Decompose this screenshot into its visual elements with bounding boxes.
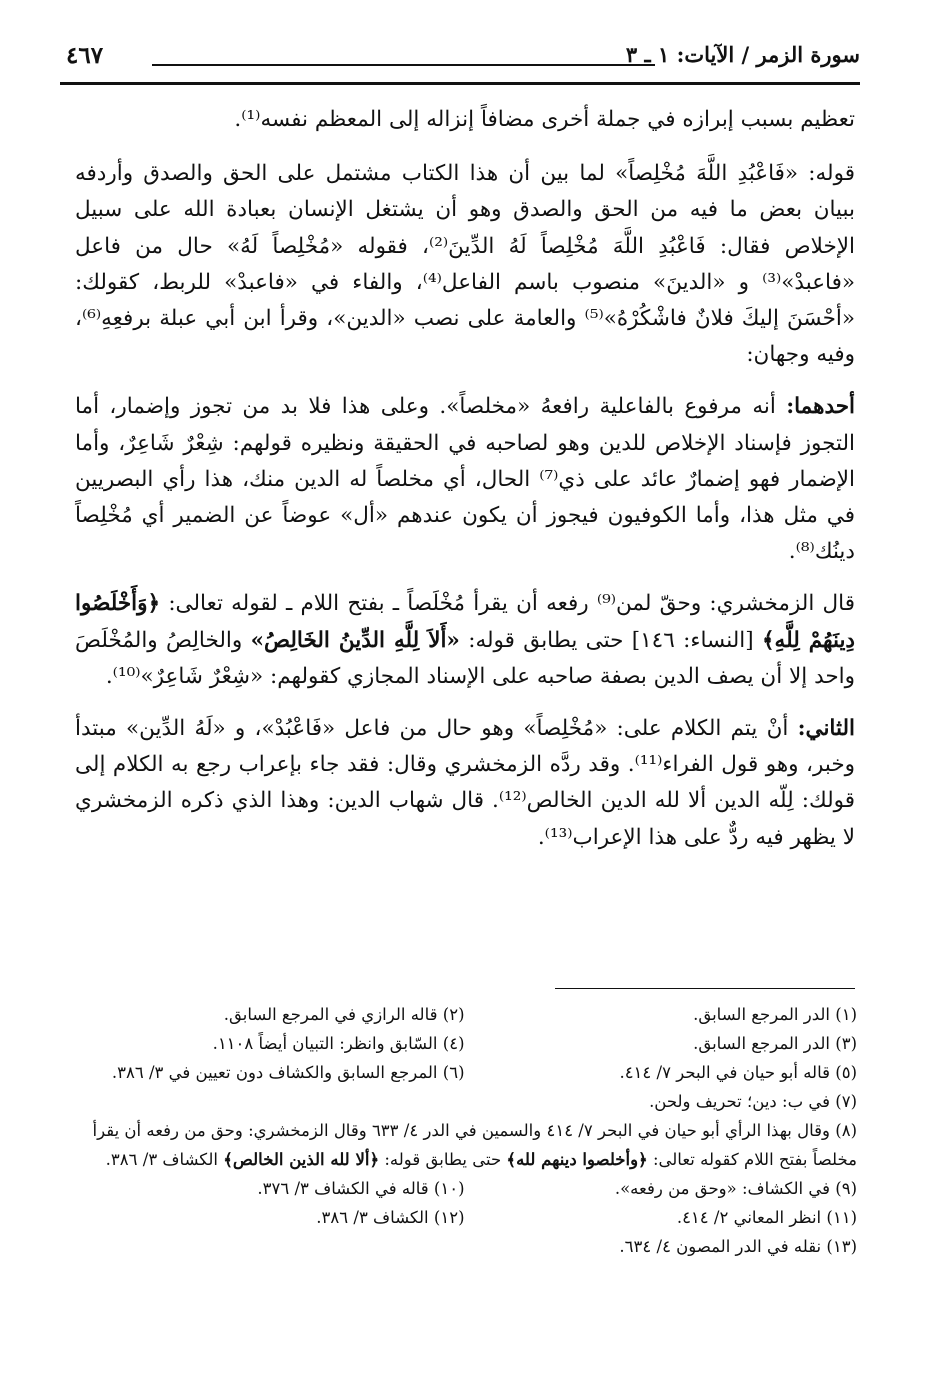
footnote-row <box>72 1174 857 1203</box>
paragraph-5-lead: الثاني: <box>797 716 855 742</box>
footnote-8-part-c: الكشاف ٣/ ٣٨٦. <box>105 1150 219 1169</box>
page-number: ٤٦٧ <box>66 42 104 69</box>
paragraph-5-text: أنْ يتم الكلام على: «مُخْلِصاً» وهو حال من فاعل «فَاعْبُدْ»، و «لَهُ الدِّين» مبتدأ وخبر، وهو قول الفراء⁽¹¹⁾. وقد ردَّه الزمخشري وقال: فقد جاء بإعراب رجع به الكلام إلى قولك: لِلّه الدين ألا لله الدين الخالص⁽¹²⁾. قال شهاب الدين: وهذا الذي ذكره الزمخشري لا يظهر فيه ردٌّ على هذا الإعراب⁽¹³⁾. <box>75 716 855 850</box>
footnote-row <box>72 1058 857 1087</box>
footnote-11: (١١) انظر المعاني ٢/ ٤١٤. <box>676 1208 857 1227</box>
footnote-5: (٥) قاله أبو حيان في البحر ٧/ ٤١٤. <box>619 1063 857 1082</box>
footnote-13: (١٣) نقله في الدر المصون ٤/ ٦٣٤. <box>619 1237 857 1256</box>
footnote-7: (٧) في ب: دين؛ تحريف ولحن. <box>649 1092 857 1111</box>
footnote-row <box>72 1203 857 1232</box>
footnote-8-verse-2: ﴿ألا لله الذين الخالص﴾ <box>223 1150 380 1169</box>
footnote-row <box>72 1029 857 1058</box>
paragraph-2: قوله: «فَاعْبُدِ اللَّهَ مُخْلِصاً» لما بين أن هذا الكتاب مشتمل على الحق والصدق وأردفه ببيان بعض ما فيه من الحق والصدق وهو أن يشتغل الإنسان بعبادة الله على سبيل الإخلاص فقال: فَاعْبُدِ اللَّهَ مُخْلِصاً لَهُ الدِّينَ⁽²⁾، فقوله «مُخْلِصاً لَهُ» حال من فاعل «فاعبدْ»⁽³⁾ و «الدينَ» منصوب باسم الفاعل⁽⁴⁾، والفاء في «فاعبدْ» للربط، كقولك: «أحْسَنَ إليكَ فلانٌ فاشْكُرْهُ»⁽⁵⁾ والعامة على نصب «الدين»، وقرأ ابن أبي عبلة برفعِهِ⁽⁶⁾، وفيه وجهان: <box>75 161 856 368</box>
footnote-8-part-b: حتى يطابق قوله: <box>384 1150 502 1169</box>
footnote-separator <box>555 988 855 989</box>
running-header <box>60 38 860 78</box>
footnote-row <box>72 1232 857 1261</box>
quran-verse-2: «أَلاَ لِلَّهِ الدِّينُ الخَالِصُ» <box>250 627 460 653</box>
paragraph-4-part-c: والخالِصُ والمُخْلَصَ واحد إلا أن يصف الدين بصفة صاحبه على الإسناد المجازي كقولهم: «شِعْرٌ شَاعِرٌ»⁽¹⁰⁾. <box>75 627 855 689</box>
footnote-row <box>72 1000 857 1029</box>
footnote-8 <box>72 1116 857 1174</box>
footnote-3: (٣) الدر المرجع السابق. <box>693 1034 857 1053</box>
footnote-6: (٦) المرجع السابق والكشاف دون تعيين في ٣/ ٣٨٦. <box>111 1063 465 1082</box>
footnote-12: (١٢) الكشاف ٣/ ٣٨٦. <box>316 1208 465 1227</box>
footnote-1: (١) الدر المرجع السابق. <box>693 1005 857 1024</box>
paragraph-4-part-b: [النساء: ١٤٦] حتى يطابق قوله: <box>468 627 754 653</box>
footnote-row <box>72 1087 857 1116</box>
quran-verse-1: ﴿وَأَخْلَصُوا دِينَهُمْ لِلَّهِ﴾ <box>75 591 855 653</box>
footnote-10: (١٠) قاله في الكشاف ٣/ ٣٧٦. <box>257 1179 465 1198</box>
paragraph-3-text: أنه مرفوع بالفاعلية رافعهُ «مخلصاً». وعلى هذا فلا بد من تجوز وإضمار، أما التجوز فإسناد الإخلاص للدين وهو لصاحبه في الحقيقة ونظيره قولهم: شِعْرٌ شَاعِرٌ، وأما الإضمار فهو إضمارٌ عائد على ذي⁽⁷⁾ الحال، أي مخلصاً له الدين منك، هذا رأي البصريين في مثل هذا، وأما الكوفيون فيجوز أن يكون عندهم «أل» عوضاً عن الضمير أي مُخْلِصاً دينُك⁽⁸⁾. <box>75 394 856 565</box>
paragraph-1: تعظيم بسبب إبرازه في جملة أخرى مضافاً إنزاله إلى المعظم نفسه⁽¹⁾. <box>234 107 855 132</box>
paragraph-4 <box>75 586 855 695</box>
footnote-2: (٢) قاله الرازي في المرجع السابق. <box>223 1005 465 1024</box>
paragraph-5 <box>75 711 855 856</box>
header-title: سورة الزمر / الآيات: ١ ـ ٣ <box>625 42 860 67</box>
footnotes <box>72 1000 857 1261</box>
paragraph-3-lead: أحدهما: <box>786 394 855 420</box>
paragraph-3 <box>75 389 855 570</box>
main-text <box>75 102 855 872</box>
footnote-8-part-a: (٨) وقال بهذا الرأي أبو حيان في البحر ٧/ ٤١٤ والسمين في الدر ٤/ ٦٣٣ وقال الزمخشري: وحق من رفعه أن يقرأ مخلصاً بفتح اللام كقوله تعالى: <box>92 1121 857 1169</box>
header-rule <box>60 82 860 85</box>
footnote-9: (٩) في الكشاف: «وحق من رفعه». <box>614 1179 857 1198</box>
paragraph-4-part-a: قال الزمخشري: وحقّ لمن⁽⁹⁾ رفعه أن يقرأ مُخْلَصاً ـ بفتح اللام ـ لقوله تعالى: <box>168 591 855 617</box>
header-divider-line <box>152 64 655 66</box>
footnote-4: (٤) السّابق وانظر: التبيان أيضاً ١١٠٨. <box>212 1034 465 1053</box>
footnote-8-verse-1: ﴿وأخلصوا دينهم لله﴾ <box>506 1150 648 1169</box>
